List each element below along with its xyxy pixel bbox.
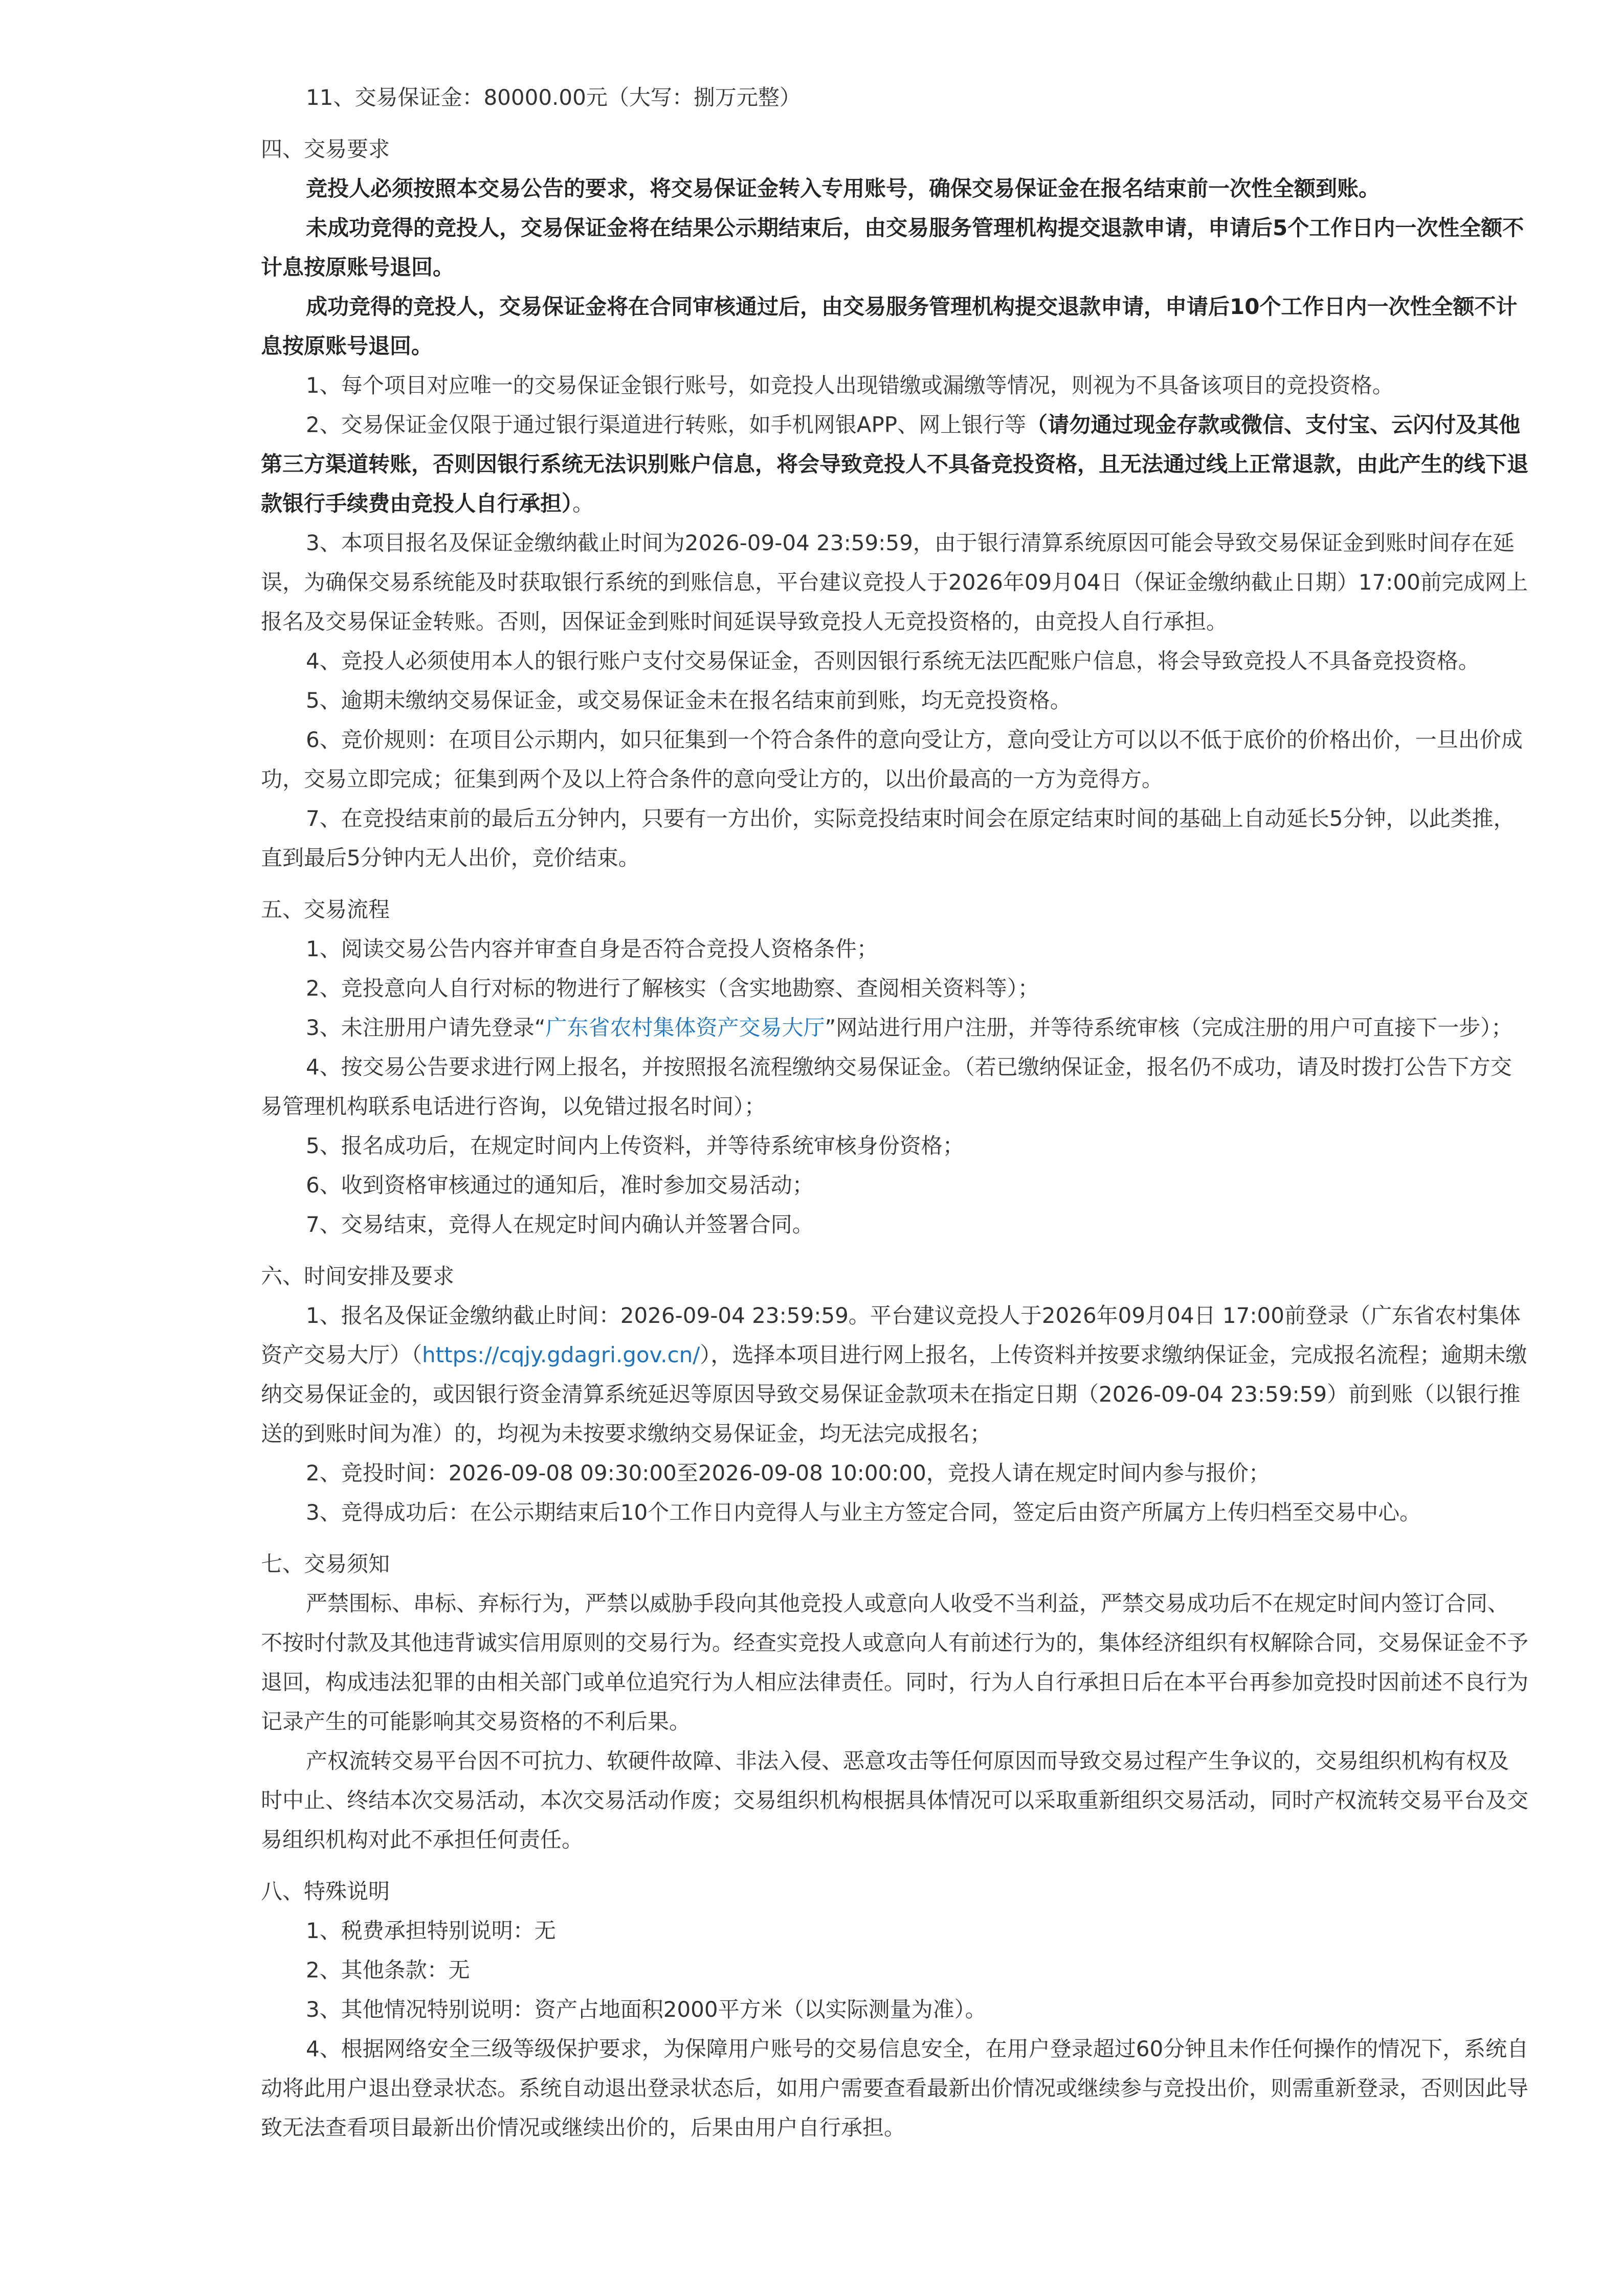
requirement-item-6: 6、竞价规则：在项目公示期内，如只征集到一个符合条件的意向受让方，意向受让方可以以不低于底价的价格出价，一旦出价成功，交易立即完成；征集到两个及以上符合条件的意向受让方的，以出价最高的一方为竞得方。: [261, 727, 1523, 792]
requirement-bold-3: 成功竞得的竞投人，交易保证金将在合同审核通过后，由交易服务管理机构提交退款申请，申请后10个工作日内一次性全额不计息按原账号退回。: [261, 294, 1518, 358]
requirement-bold-2: 未成功竞得的竞投人，交易保证金将在结果公示期结束后，由交易服务管理机构提交退款申请，申请后5个工作日内一次性全额不计息按原账号退回。: [261, 215, 1524, 280]
special-item-1: 1、税费承担特别说明：无: [306, 1918, 556, 1943]
requirement-item-4: 4、竞投人必须使用本人的银行账户支付交易保证金，否则因银行系统无法匹配账户信息，将会导致竞投人不具备竞投资格。: [306, 648, 1480, 673]
requirement-item-3: 3、本项目报名及保证金缴纳截止时间为2026-09-04 23:59:59，由于银行清算系统原因可能会导致交易保证金到账时间存在延误，为确保交易系统能及时获取银行系统的到账信息，平台建议竞投人于2026年09月04日（保证金缴纳截止日期）17:00前完成网上报名及交易保证金转账。否则，因保证金到账时间延误导致竞投人无竞投资格的，由竞投人自行承担。: [261, 530, 1528, 634]
section-heading-requirements: 四、交易要求: [261, 137, 390, 162]
trading-hall-link[interactable]: 广东省农村集体资产交易大厅: [545, 1015, 825, 1040]
section-heading-notice: 七、交易须知: [261, 1551, 390, 1577]
requirement-bold-1: 竞投人必须按照本交易公告的要求，将交易保证金转入专用账号，确保交易保证金在报名结束前一次性全额到账。: [306, 176, 1381, 201]
process-item-3-pre: 3、未注册用户请先登录“: [306, 1015, 546, 1040]
section-heading-special: 八、特殊说明: [261, 1879, 390, 1904]
item-deposit-amount: 11、交易保证金：80000.00元（大写：捌万元整）: [306, 85, 801, 110]
process-item-7: 7、交易结束，竞得人在规定时间内确认并签署合同。: [306, 1212, 814, 1237]
schedule-item-1-post: ），选择本项目进行网上报名，上传资料并按要求缴纳保证金，完成报名流程；逾期未缴纳交易保证金的，或因银行资金清算系统延迟等原因导致交易保证金款项未在指定日期（2026-09-04 23:59:59）前到账（以银行推送的到账时间为准）的，均视为未按要求缴纳交易保证金，均无法完成报名；: [261, 1342, 1527, 1446]
process-item-1: 1、阅读交易公告内容并审查自身是否符合竞投人资格条件；: [306, 936, 878, 961]
requirement-item-2-warning: （请勿通过现金存款或微信、支付宝、云闪付及其他第三方渠道转账，否则因银行系统无法识别账户信息，将会导致竞投人不具备竞投资格，且无法通过线上正常退款，由此产生的线下退款银行手续费由竞投人自行承担）: [261, 412, 1529, 516]
requirement-item-5: 5、逾期未缴纳交易保证金，或交易保证金未在报名结束前到账，均无竞投资格。: [306, 688, 1072, 713]
schedule-item-2: 2、竞投时间：2026-09-08 09:30:00至2026-09-08 10:00:00，竞投人请在规定时间内参与报价；: [306, 1460, 1270, 1485]
schedule-item-1: [261, 1296, 1529, 1453]
process-item-3-post: ”网站进行用户注册，并等待系统审核（完成注册的用户可直接下一步）；: [825, 1015, 1513, 1040]
requirement-item-2-text: 2、交易保证金仅限于通过银行渠道进行转账，如手机网银APP、网上银行等: [306, 412, 1027, 437]
platform-url-link[interactable]: https://cqjy.gdagri.gov.cn/: [422, 1342, 700, 1367]
notice-paragraph-1: 严禁围标、串标、弃标行为，严禁以威胁手段向其他竞投人或意向人收受不当利益，严禁交易成功后不在规定时间内签订合同、不按时付款及其他违背诚实信用原则的交易行为。经查实竞投人或意向人有前述行为的，集体经济组织有权解除合同，交易保证金不予退回，构成违法犯罪的由相关部门或单位追究行为人相应法律责任。同时，行为人自行承担日后在本平台再参加竞投时因前述不良行为记录产生的可能影响其交易资格的不利后果。: [261, 1591, 1529, 1734]
schedule-item-3: 3、竞得成功后：在公示期结束后10个工作日内竞得人与业主方签定合同，签定后由资产所属方上传归档至交易中心。: [306, 1500, 1421, 1525]
requirement-item-2: [261, 405, 1529, 523]
special-item-4: 4、根据网络安全三级等级保护要求，为保障用户账号的交易信息安全，在用户登录超过60分钟且未作任何操作的情况下，系统自动将此用户退出登录状态。系统自动退出登录状态后，如用户需要查看最新出价情况或继续参与竞投出价，则需重新登录，否则因此导致无法查看项目最新出价情况或继续出价的，后果由用户自行承担。: [261, 2036, 1529, 2140]
requirement-item-7: 7、在竞投结束前的最后五分钟内，只要有一方出价，实际竞投结束时间会在原定结束时间的基础上自动延长5分钟，以此类推，直到最后5分钟内无人出价，竞价结束。: [261, 806, 1515, 870]
process-item-3: [261, 1008, 1529, 1047]
process-item-2: 2、竞投意向人自行对标的物进行了解核实（含实地勘察、查阅相关资料等）；: [306, 976, 1039, 1001]
notice-paragraph-2: 产权流转交易平台因不可抗力、软硬件故障、非法入侵、恶意攻击等任何原因而导致交易过程产生争议的，交易组织机构有权及时中止、终结本次交易活动，本次交易活动作废；交易组织机构根据具体情况可以采取重新组织交易活动，同时产权流转交易平台及交易组织机构对此不承担任何责任。: [261, 1748, 1529, 1852]
process-item-6: 6、收到资格审核通过的通知后，准时参加交易活动；: [306, 1173, 814, 1198]
special-item-3: 3、其他情况特别说明：资产占地面积2000平方米（以实际测量为准）。: [306, 1997, 987, 2022]
process-item-5: 5、报名成功后，在规定时间内上传资料，并等待系统审核身份资格；: [306, 1133, 964, 1158]
section-heading-schedule: 六、时间安排及要求: [261, 1264, 455, 1289]
special-item-2: 2、其他条款：无: [306, 1957, 470, 1983]
section-heading-process: 五、交易流程: [261, 897, 390, 922]
schedule-item-1-pre: 1、报名及保证金缴纳截止时间：2026-09-04 23:59:59。平台建议竞投人于2026年09月04日 17:00前登录（广东省农村集体资产交易大厅）（: [261, 1303, 1521, 1367]
process-item-4: 4、按交易公告要求进行网上报名，并按照报名流程缴纳交易保证金。（若已缴纳保证金，报名仍不成功，请及时拨打公告下方交易管理机构联系电话进行咨询，以免错过报名时间）；: [261, 1054, 1512, 1119]
requirement-item-2-end: 。: [572, 491, 594, 516]
announcement-content: [261, 78, 1529, 2147]
requirement-item-1: 1、每个项目对应唯一的交易保证金银行账号，如竞投人出现错缴或漏缴等情况，则视为不具备该项目的竞投资格。: [306, 373, 1394, 398]
